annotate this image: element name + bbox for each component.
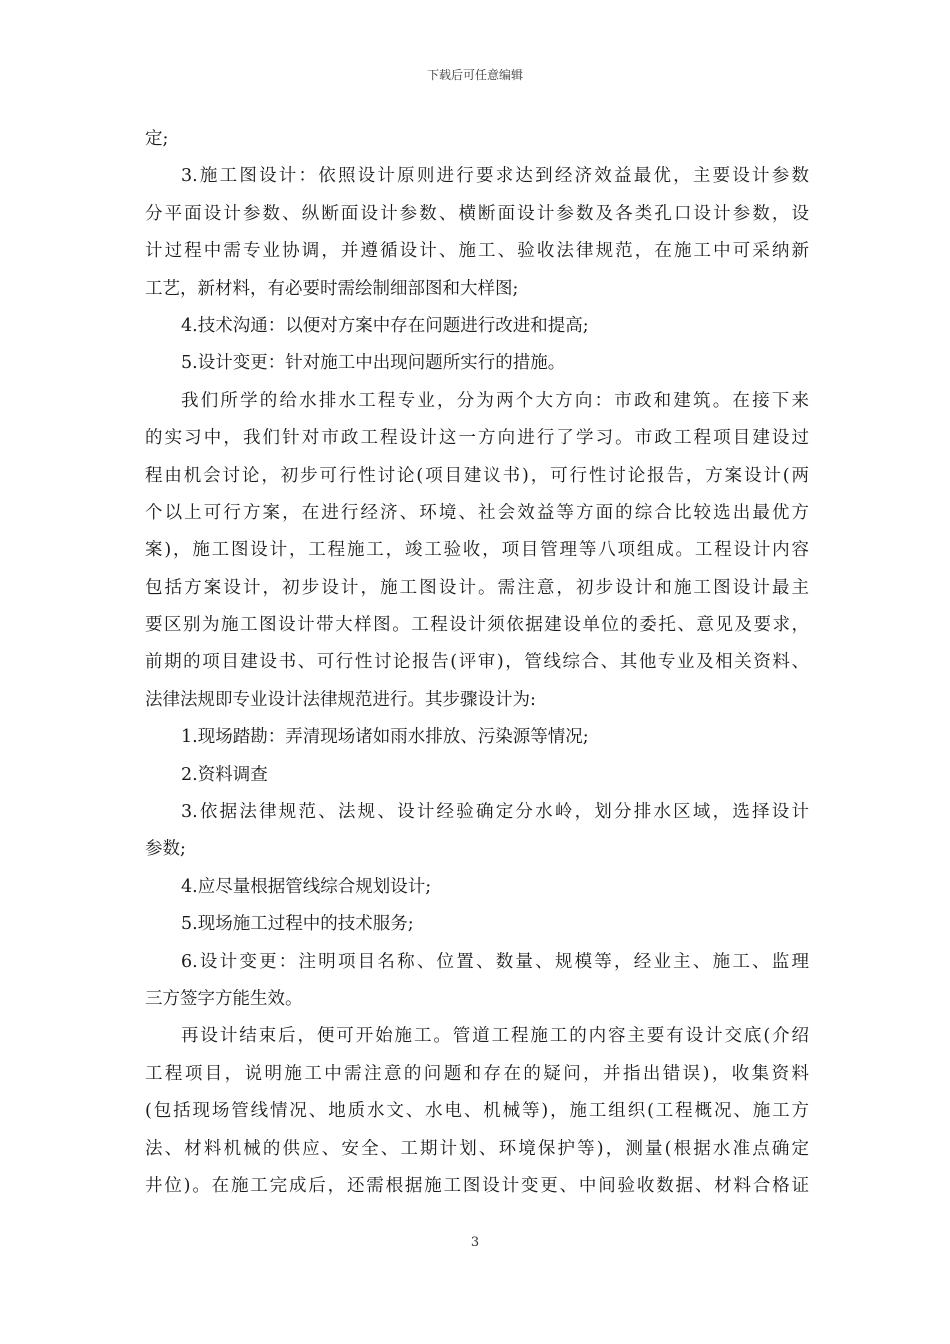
text-line: 前期的项目建设书、可行性讨论报告(评审)，管线综合、其他专业及相关资料、 <box>145 652 809 673</box>
text-line: (包括现场管线情况、地质水文、水电、机械等)，施工组织(工程概况、施工方 <box>145 1101 809 1122</box>
text-line: 3.施工图设计：依照设计原则进行要求达到经济效益最优，主要设计参数 <box>181 166 809 187</box>
text-line: 工程项目，说明施工中需注意的问题和存在的疑问，并指出错误)，收集资料 <box>145 1063 809 1084</box>
text-line: 法、材料机械的供应、安全、工期计划、环境保护等)，测量(根据水准点确定 <box>145 1138 809 1159</box>
text-line: 我们所学的给水排水工程专业，分为两个大方向：市政和建筑。在接下来 <box>181 390 809 411</box>
text-line: 再设计结束后，便可开始施工。管道工程施工的内容主要有设计交底(介绍 <box>181 1026 809 1047</box>
text-line: 5.设计变更：针对施工中出现问题所实行的措施。 <box>181 353 566 374</box>
text-line: 的实习中，我们针对市政工程设计这一方向进行了学习。市政工程项目建设过 <box>145 428 809 449</box>
text-line: 三方签字方能生效。 <box>145 988 303 1009</box>
text-line: 包括方案设计，初步设计，施工图设计。需注意，初步设计和施工图设计最主 <box>145 577 809 598</box>
text-line: 3.依据法律规范、法规、设计经验确定分水岭，划分排水区域，选择设计 <box>181 802 809 823</box>
text-line: 6.设计变更：注明项目名称、位置、数量、规模等，经业主、施工、监理 <box>181 951 809 972</box>
text-line: 定; <box>145 129 169 149</box>
text-line: 计过程中需专业协调，并遵循设计、施工、验收法律规范，在施工中可采纳新 <box>145 241 809 262</box>
text-line: 法律法规即专业设计法律规范进行。其步骤设计为: <box>145 689 536 710</box>
text-line: 程由机会讨论，初步可行性讨论(项目建议书)，可行性讨论报告，方案设计(两 <box>145 465 809 486</box>
text-line: 案)，施工图设计，工程施工，竣工验收，项目管理等八项组成。工程设计内容 <box>145 540 809 561</box>
text-line: 个以上可行方案，在进行经济、环境、社会效益等方面的综合比较选出最优方 <box>145 502 809 523</box>
text-line: 2.资料调查 <box>181 764 268 785</box>
text-line: 参数; <box>145 839 186 860</box>
page-number: 3 <box>470 1235 480 1250</box>
text-line: 5.现场施工过程中的技术服务; <box>181 914 414 935</box>
page-header: 下载后可任意编辑 <box>426 68 523 82</box>
text-line: 分平面设计参数、纵断面设计参数、横断面设计参数及各类孔口设计参数，设 <box>145 203 809 224</box>
text-line: 工艺，新材料，有必要时需绘制细部图和大样图; <box>145 278 519 299</box>
text-line: 1.现场踏勘：弄清现场诸如雨水排放、污染源等情况; <box>181 727 589 748</box>
document-body <box>145 121 809 1205</box>
text-line: 4.技术沟通：以便对方案中存在问题进行改进和提高; <box>181 315 589 336</box>
text-line: 4.应尽量根据管线综合规划设计; <box>181 876 432 897</box>
text-line: 要区别为施工图设计带大样图。工程设计须依据建设单位的委托、意见及要求， <box>145 615 809 636</box>
text-line: 井位)。在施工完成后，还需根据施工图设计变更、中间验收数据、材料合格证 <box>145 1175 809 1196</box>
